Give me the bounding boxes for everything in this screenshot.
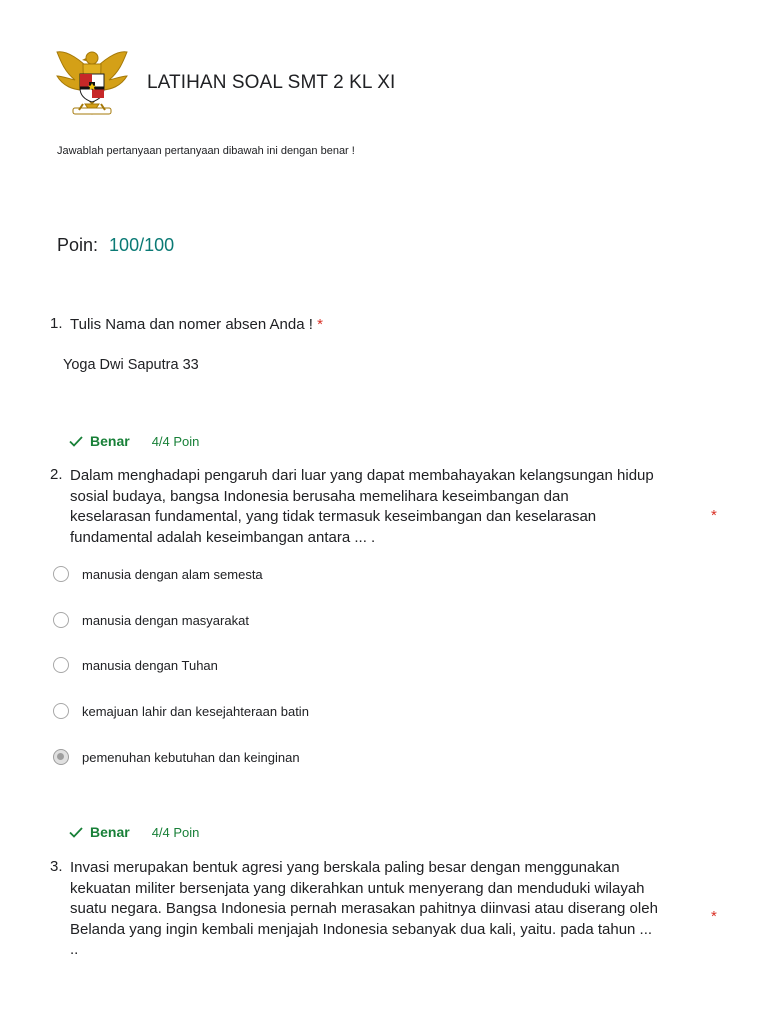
form-title: LATIHAN SOAL SMT 2 KL XI [147, 72, 396, 93]
option-radio[interactable] [53, 566, 263, 582]
option-radio-selected[interactable] [53, 749, 300, 765]
question-text: Dalam menghadapi pengaruh dari luar yang dapat membahayakan kelangsungan hidup sosial budaya, bangsa Indonesia berusaha memelihara keseimbangan dan keselarasan fundamental, yang tidak termasuk keseimbangan dan keselarasan fundamental adalah keseimbangan antara ... . [70, 467, 654, 546]
question-number: 3. [50, 858, 63, 875]
option-radio[interactable] [53, 612, 249, 628]
form-description: Jawablah pertanyaan pertanyaan dibawah ini dengan benar ! [57, 145, 355, 157]
option-label: kemajuan lahir dan kesejahteraan batin [82, 703, 309, 719]
radio-button[interactable] [53, 657, 69, 673]
option-radio[interactable] [53, 703, 309, 719]
radio-button[interactable] [53, 566, 69, 582]
question-text: Tulis Nama dan nomer absen Anda ! [70, 316, 313, 333]
result-points: 4/4 Poin [151, 824, 200, 840]
option-label: manusia dengan Tuhan [82, 657, 218, 673]
option-label: manusia dengan alam semesta [82, 566, 263, 582]
question-1-text [70, 315, 323, 336]
score-value: 100/100 [109, 235, 175, 255]
result-points: 4/4 Poin [151, 433, 200, 449]
score-label: Poin: [57, 235, 99, 255]
question-text: Invasi merupakan bentuk agresi yang berskala paling besar dengan menggunakan kekuatan militer bersenjata yang dikerahkan untuk menyerang dan menduduki wilayah suatu negara. Bangsa Indonesia pernah merasakan pahitnya diinvasi atau diserang oleh Belanda yang ingin kembali menjajah Indonesia sebanyak dua kali, yaitu. pada tahun ... .. [70, 859, 658, 958]
result-indicator [68, 433, 199, 449]
radio-button[interactable] [53, 703, 69, 719]
garuda-emblem-icon [53, 42, 131, 122]
option-label: pemenuhan kebutuhan dan keinginan [82, 749, 300, 765]
answer-text: Yoga Dwi Saputra 33 [63, 357, 199, 373]
required-asterisk: * [711, 507, 717, 524]
result-status: Benar [90, 824, 130, 840]
option-radio[interactable] [53, 657, 218, 673]
radio-button-selected[interactable] [53, 749, 69, 765]
question-number: 1. [50, 315, 63, 332]
question-number: 2. [50, 466, 63, 483]
checkmark-icon [68, 824, 84, 840]
required-asterisk: * [317, 316, 323, 333]
option-label: manusia dengan masyarakat [82, 612, 249, 628]
checkmark-icon [68, 433, 84, 449]
result-indicator [68, 824, 199, 840]
required-asterisk: * [711, 908, 717, 925]
result-status: Benar [90, 433, 130, 449]
score-summary [57, 235, 174, 256]
radio-button[interactable] [53, 612, 69, 628]
